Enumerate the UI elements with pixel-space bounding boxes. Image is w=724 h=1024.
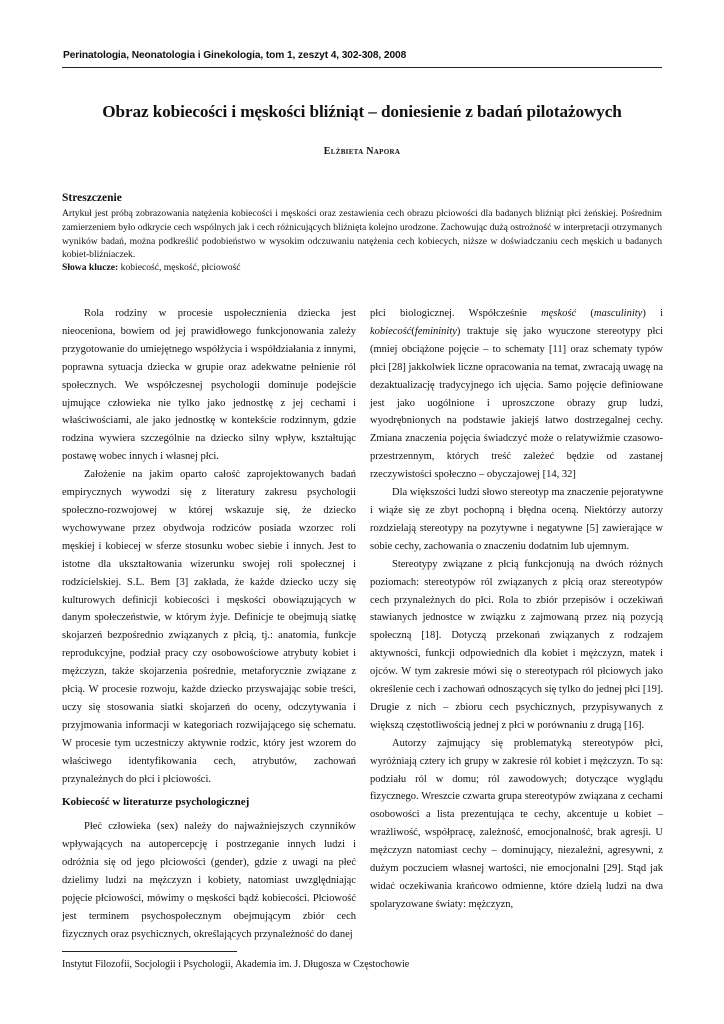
paragraph: Płeć człowieka (sex) należy do najważniejszych czynników wpływających na autopercepcję i postrzeganie innych ludzi i odróżnia się od jego płciowości (gender), gdzie z uwagi na płeć dzielimy ludzi na mężczyzn i kobiety, natomiast uwzględniając pojęcie płciowości, mówimy o męskości bądź kobiecości. Płciowość jest terminem psychospołecznym obejmującym zbiór cech fizycznych oraz psychicznych, określających przynależność do danej — [62, 821, 356, 940]
header-rule — [62, 67, 662, 68]
term-femininity: kobiecość — [370, 325, 412, 337]
paragraph: Rola rodziny w procesie uspołecznienia dziecka jest nieoceniona, bowiem od jej prawidłowego funkcjonowania zależy przygotowanie do umiejętnego współżycia i współdziałania z innymi, poprawna sytuacja dziecka w grupie oraz adekwatne pełnienie ról społecznych. We współczesnej psychologii dominuje podejście ujmujące człowieka nie tylko jako jednostkę z jej cechami i właściwościami, ale jako jednostkę w kontekście rodzinnym, gdzie rodzina wywiera szczególnie na dziecko silny wpływ, kształtując postawę wobec innych i własnej płci. — [62, 308, 356, 463]
paragraph: Autorzy zajmujący się problematyką stereotypów płci, wyróżniają cztery ich grupy w zakresie ról kobiet i mężczyzn. To są: podziału ról w domu; ról zawodowych; dotyczące wyglądu fizycznego. Wreszcie czwarta grupa stereotypów związana z cechami osobowości a lista prezentująca te cechy, akcentuje u kobiet – wrażliwość, współpracę, zależność, emocjonalność, brak agresji. U mężczyzn natomiast cechy – dominujący, niezależni, agresywni, z dużym poczuciem własnej wartości, nie emocjonalni [29]. Stąd jak widać oczekiwania krańcowo odmienne, które dzielą ludzi na dwa spolaryzowane światy: mężczyzn, — [370, 737, 663, 910]
paragraph: płci biologicznej. Współcześnie męskość (masculinity) i kobiecość(femininity) traktuje się jako wyuczone stereotypy płci (mniej obciążone pojęcie – to schematy [11] oraz schematy typów płci [28] jakkolwiek liczne opracowania na temat, zwracają uwagę na dezaktualizację tradycyjnego ich ujęcia. Samo pojęcie definiowane jest jako uogólnione i uproszczone obrazy grup ludzi, wyodrębnionych na podstawie jakiejś łatwo dostrzegalnej cechy. Zmiana znaczenia pojęcia świadczyć może o relatywiźmie czasowo-przestrzennym, których treść zależeć będzie od zastanej rzeczywistości społeczno – obyczajowej [14, 32] — [370, 308, 664, 481]
term-femininity-en: femininity — [414, 325, 457, 337]
keywords-label: Słowa klucze: — [62, 262, 119, 273]
keywords-line — [62, 262, 662, 273]
abstract-text: Artykuł jest próbą zobrazowania natężenia kobiecości i męskości oraz zestawienia cech obrazu płciowości dla badanych bliźniąt płci żeńskiej. Pośrednim zamierzeniem było odkrycie cech wspólnych jak i cech różnicujących bliźnięta kolejno urodzone. Zachowując dużą ostrożność w interpretacji otrzymanych wyników badań, można podkreślić podobieństwo w wysokim odczuwaniu natężenia cech kobiecych, niższe w doświadczaniu cech męskich u badanych kobiet-bliźniaczek. — [62, 208, 662, 261]
footnote-rule — [62, 951, 237, 952]
term-masculinity: męskość — [541, 308, 577, 319]
section-heading: Kobiecość w literaturze psychologicznej — [62, 796, 250, 809]
abstract-heading: Streszczenie — [62, 192, 122, 204]
paragraph: Stereotypy związane z płcią funkcjonują na dwóch różnych poziomach: stereotypów ról związanych z płcią oraz stereotypów cech przynależnych do płci. Rola to zbiór przepisów i oczekiwań stawianych jednostce w związku z zajmowaną przez nią pozycją społeczną [18]. Dotyczą przekonań związanych z rodzajem aktywności, funkcji odpowiednich dla kobiet i mężczyzn, matek i ojców. W tym zakresie mówi się o stereotypach ról płciowych jako określenie cech i zachowań odnoszących się tylko do jednej płci [19]. Drugie z nich – zbioru cech psychicznych, przypisywanych z większą częstotliwością jednej z płci w porównaniu z drugą [16]. — [370, 558, 664, 731]
text-run: i — [660, 308, 664, 319]
paragraph: Dla większości ludzi słowo stereotyp ma znaczenie pejoratywne i wiąże się ze zbyt pochopną i błędna oceną. Niektórzy autorzy rozdzielają stereotypy na pozytywne i negatywne [5] zawierające w sobie cechy, zachowania o znaczeniu dodatnim lub ujemnym. — [370, 487, 663, 552]
author-name: Elżbieta Napora — [323, 146, 401, 157]
term-masculinity-en: masculinity — [593, 308, 643, 319]
keywords-values: kobiecość, męskość, płciowość — [120, 262, 241, 273]
footnote-affiliation: Instytut Filozofii, Socjologii i Psychologii, Akademia im. J. Długosza w Częstochowie — [62, 959, 410, 970]
left-column — [62, 305, 356, 944]
paragraph: Założenie na jakim oparto całość zaprojektowanych badań empirycznych wywodzi się z literatury zakresu psychologii społeczno-rozwojowej w której wskazuje się, że dziecko wychowywane przez obydwoja rodziców posiada wzorzec roli męskiej i kobiecej w sferze stosunku wobec siebie i innych. Jest to istotne dla ukształtowania wizerunku swojej roli społecznej i rodzicielskiej. S.L. Bem [3] zakłada, że każde dziecko uczy się kulturowych definicji kobiecości i męskości obowiązujących w danym społeczeństwie, w którym żyje. Definicje te obejmują siatkę skojarzeń bezpośrednio związanych z płcią, tj.: anatomia, funkcje reprodukcyjne, podział pracy czy osobowościowe atrybuty kobiet i mężczyzn, także skojarzenia pośrednie, metaforycznie związane z płcią. W procesie rozwoju, każde dziecko przyswajając sobie treści, uczy się stosowania siatki skojarzeń do oceny, odczytywania i przyjmowania informacji w kategoriach rozwijającego się schematu. W procesie tym uczestniczy aktywnie rodzic, który jest wzorem do właściwego identyfikowania cech, atrybutów, zachowań przynależnych do płci i płciowości. — [62, 469, 356, 785]
text-run: płci biologicznej. Współcześnie — [370, 308, 527, 319]
text-run: traktuje się jako wyuczone stereotypy płci (mniej obciążone pojęcie – to schematy [11] oraz schematy typów płci [28] jakkolwiek liczne opracowania na temat, zwracają uwagę na dezaktualizację tradycyjnego ich ujęcia. Samo pojęcie definiowane jest jako uogólnione i uproszczone obrazy grup ludzi, wyodrębnionych na podstawie jakiejś łatwo dostrzegalnej cechy. Zmiana znaczenia pojęcia świadczyć może o relatywiźmie czasowo-przestrzennym, których treść zależeć będzie od zastanej rzeczywistości społeczno – obyczajowej [14, 32] — [370, 325, 663, 481]
right-column — [370, 305, 663, 914]
article-title: Obraz kobiecości i męskości bliźniąt – doniesienie z badań pilotażowych — [102, 102, 622, 121]
journal-header: Perinatologia, Neonatologia i Ginekologia, tom 1, zeszyt 4, 302-308, 2008 — [63, 50, 407, 61]
